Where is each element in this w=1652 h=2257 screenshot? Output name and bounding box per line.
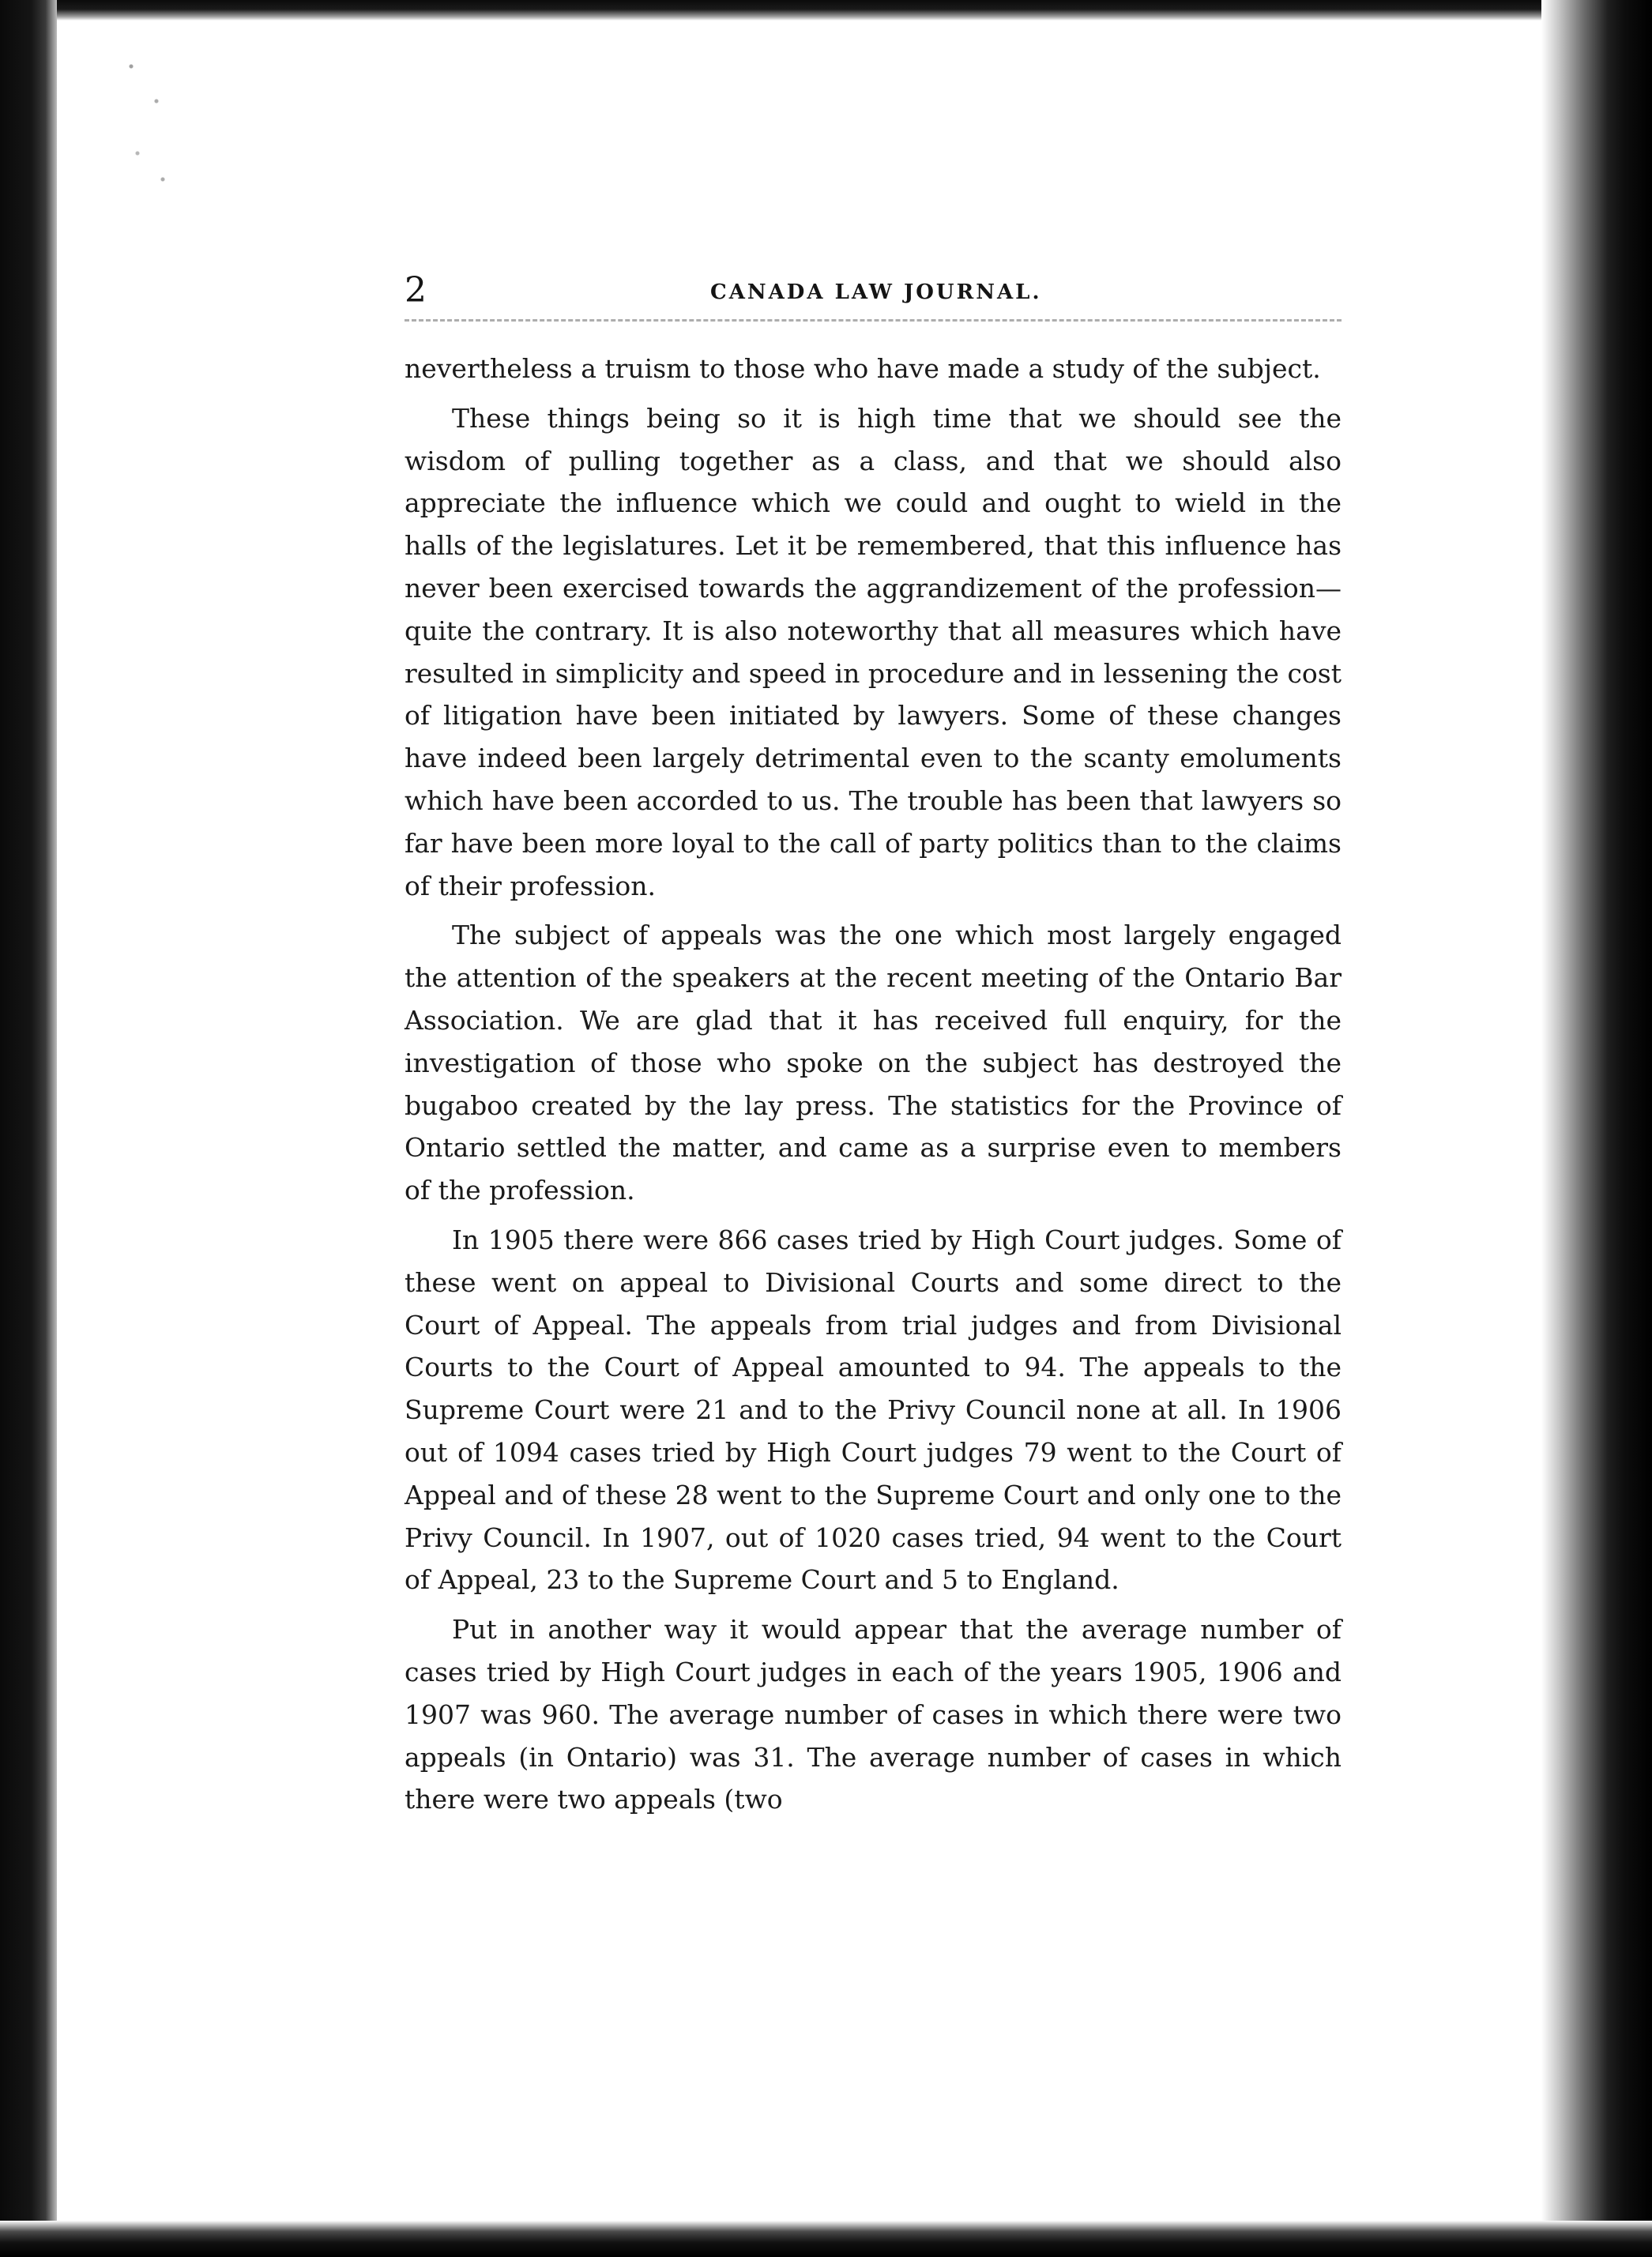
header-rule [405, 319, 1342, 322]
paragraph: Put in another way it would appear that the average number of cases tried by High Court judges in each of the years 1905, 1906 and 1907 was 960. The average number of cases in which there were two appeals (in Ontario) was 31. The average number of cases in which there were two appeals (two [405, 1614, 1342, 1815]
scan-border-top [0, 0, 1652, 21]
scan-border-bottom [0, 2221, 1652, 2257]
article-body [405, 348, 1342, 1828]
page-header [405, 272, 1342, 319]
paragraph: nevertheless a truism to those who have made a study of the subject. [405, 353, 1321, 384]
scan-specks [119, 32, 182, 205]
paragraph: These things being so it is high time that we should see the wisdom of pulling together as a class, and that we should also appreciate the influence which we could and ought to wield in the halls of the legislatures. Let it be remembered, that this influence has never been exercised towards the aggrandizement of the profession—quite the contrary. It is also noteworthy that all measures which have resulted in simplicity and speed in procedure and in lessening the cost of litigation have been initiated by lawyers. Some of these changes have indeed been largely detrimental even to the scanty emoluments which have been accorded to us. The trouble has been that lawyers so far have been more loyal to the call of party politics than to the claims of their profession. [405, 402, 1342, 901]
page-number: 2 [405, 270, 427, 310]
paragraph: In 1905 there were 866 cases tried by High Court judges. Some of these went on appeal to Divisional Courts and some direct to the Court of Appeal. The appeals from trial judges and from Divisional Courts to the Court of Appeal amounted to 94. The appeals to the Supreme Court were 21 and to the Privy Council none at all. In 1906 out of 1094 cases tried by High Court judges 79 went to the Court of Appeal and of these 28 went to the Supreme Court and only one to the Privy Council. In 1907, out of 1020 cases tried, 94 went to the Court of Appeal, 23 to the Supreme Court and 5 to England. [405, 1224, 1342, 1596]
running-head: CANADA LAW JOURNAL. [710, 280, 1042, 304]
paragraph: The subject of appeals was the one which most largely engaged the attention of the speakers at the recent meeting of the Ontario Bar Association. We are glad that it has received full enquiry, for the investigation of those who spoke on the subject has destroyed the bugaboo created by the lay press. The statistics for the Province of Ontario settled the matter, and came as a surprise even to members of the profession. [405, 920, 1342, 1206]
scan-border-right [1541, 0, 1652, 2257]
scan-border-left [0, 0, 57, 2257]
